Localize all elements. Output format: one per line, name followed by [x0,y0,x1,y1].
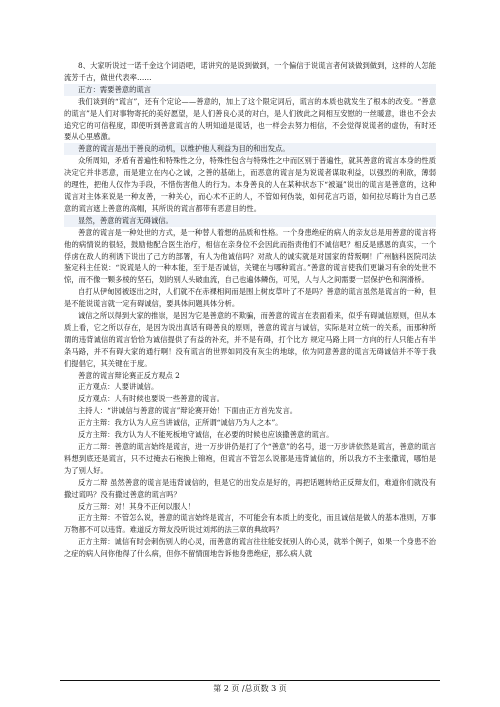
paragraph: 主持人：“讲诚信与善意的谎言”辩论赛开始！下面由正方首先发言。 [78,406,298,416]
paragraph: 善意的谎言是出于善良的动机，以维护他人利益为目的和出发点。 [64,143,436,155]
paragraph: 我们谈到的“谎言”，还有个定论——善意的，加上了这个限定词后，谎言的本质也就发生了根本的改变。“善意的谎言”是人们对事物寄托的美好愿望，是人们善良心灵的对白，是人们彼此之间相互安慰的一丝暖意，谁也不会去追究它的可信程度，即使听到善意谎言的人明知道是谎话，也一样会去努力相信，不会觉得说谎者的虚伪，有时还要从心里感激。 [64,96,436,142]
paragraph: 善意的谎言辩论赛正反方观点 2 [78,370,180,380]
document-body [64,60,436,560]
paragraph: 反方三辩：对！其身不正何以服人！ [78,501,195,511]
paragraph: 正方观点：人要讲诚信。 [78,382,159,392]
paragraph: 众所周知，矛盾有普遍性和特殊性之分，特殊性包含与特殊性之中而区别于普遍性，就其善意的谎言本身的性质决定它并非恶意，而是建立在内心之诚，之善的基础上，而恶意的谎言是为说谎者谋取利益，以强烈的利欲，薄弱的理性，把他人仅作为手段，不惜伤害他人的行为。本身善良的人在某种状态下“被逼”说出的谎言是善意的，这种谎言对主体来说是一种友善，一种关心，而心术不正的人，不管如何伪装，如何花言巧语，如何拉尽晦计为自己恶意的谎言遮上善意的高帽，其所说的谎言都带有恶意目的性。 [64,156,436,213]
paragraph: 自打从伊甸园被逐出之时，人们就不在赤裸相间而是围上树皮草叶了不是吗？善意的谎言虽然是谎言的一种，但是不能说谎言就一定有碍诚信，要具体问题具体分析。 [64,287,436,309]
paragraph: 反方主辩：我方认为人不能死板地守诚信，在必要的时候也应该撒善意的谎言。 [78,430,334,440]
paragraph: 正方主辩：不管怎么说，善意的谎言始终是谎言，不可能会有本质上的变化，而且诚信是做人的基本准则，万事万物都不可以违背。难道反方辩友没听说过刘邦的法三章的典故吗？ [64,513,436,535]
paragraph: 显然，善意的谎言无碍诚信。 [64,215,436,227]
paragraph: 正方主辩：我方认为人应当讲诚信，正所谓“诚信乃为人之本”。 [78,418,283,428]
paragraph: 正方二辩：善意的谎言始终是谎言，进一万步讲仍是打了个“善意”的名号，退一万步讲依然是谎言，善意的谎言料想到底还是谎言，只不过掩去石袍换上锦袍，但谎言不管怎么说都是违背诚信的，所以我方不主张撒谎，哪怕是为了别人好。 [64,442,436,475]
paragraph: 反方二辩 虽然善意的谎言是违背诚信的，但是它的出发点是好的，再把话题转给正反辩友们，难道你们就没有撒过谎吗？没有撒过善意的谎言吗？ [64,477,436,499]
paragraph: 反方观点：人有时候也要说一些善意的谎言。 [78,394,224,404]
paragraph: 善意的谎言是一种处世的方式，是一种替人着想的品质和性格。一个身患绝症的病人的亲友总是用善意的谎言将他的病情说的很轻，鼓励他配合医生治疗，相信在亲身位不会因此而指责他们不诚信吧？相反是感恩的真实，一个俘虏在敌人的利诱下说出了己方的部署，有人为他诚信吗？对敌人的诚实就是对国家的背叛啊！广州脑科医院司法鉴定科主任说：“说谎是人的一种本能，至于是否诚信，关键在与哪种谎言。”善意的谎言使我们更谦习有余的处世不惊，而不像一颗多棱的坚石，划的别人头破血流，自己也遍体鳞伤，可见，人与人之间需要一层保护色和润滑桥。 [64,227,436,285]
paragraph: 8、大家听说过一诺千金这个词语吧，诺讲究的是说到做到，一个偏信于说谎言者何谈做到做到，这样的人怎能流芳千古，做世代表率…… [64,61,436,82]
paragraph: 正方：需要善意的谎言 [64,84,436,96]
paragraph: 诚信之所以得到大家的推崇，是因为它是善意的不欺骗，而善意的谎言在表面看来，似乎有碍诚信原则，但从本质上看，它之所以存在，是因为说出真话有碍善良的原则，善意的谎言与诚信，实际是对立统一的关系，而那种所谓的违背诚信的谎言恰恰为诚信提供了有益的补充，并不是有碍，打个比方 规定马路上同一方向的行人只能占有半条马路，并不有碍大家的通行啊！没有谎言的世界如同没有灰尘的地球，依为同意善意的谎言无碍诚信并不等于我们提倡它，其关键在于度。 [64,311,436,368]
paragraph: 正方主辩：诚信有时会刺伤别人的心灵，而善意的谎言往往能安抚别人的心灵，就举个例子，如果一个身患不治之症的病人问你他得了什么病，但你不留情面地告诉他身患绝症，那么病人就 [64,537,436,559]
page-footer: 第 2 页 /总页数 3 页 [60,680,440,694]
